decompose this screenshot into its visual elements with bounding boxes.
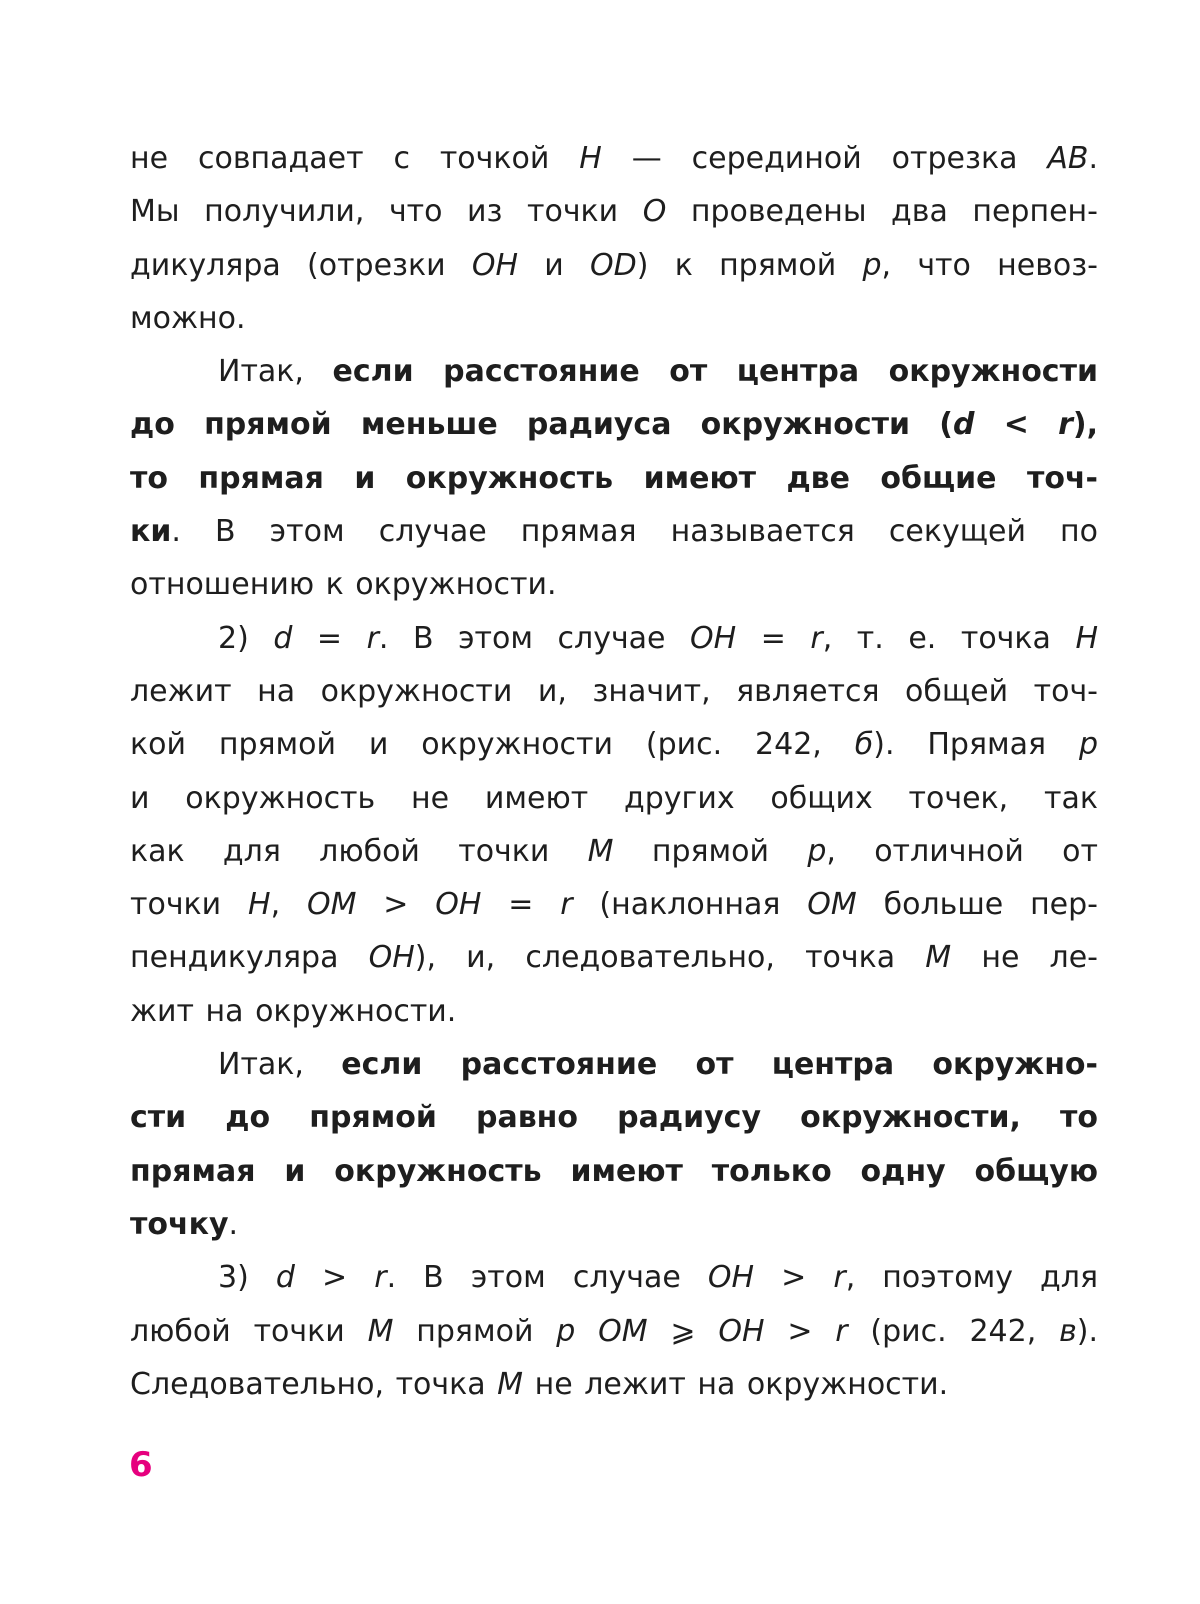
text-segment: . В этом случае: [378, 620, 691, 656]
text-segment: прямая и окружность имеют только одну общую: [130, 1153, 1098, 1189]
text-segment: то прямая и окружность имеют две общие точ-: [130, 460, 1098, 496]
text-segment: OM: [306, 887, 357, 923]
text-line: [130, 1358, 1098, 1411]
text-segment: , т. е. точка: [822, 620, 1076, 656]
text-segment: , что невоз-: [881, 247, 1099, 283]
text-segment: , поэтому для: [845, 1260, 1098, 1296]
text-segment: M: [587, 833, 614, 869]
text-segment: ,: [270, 887, 307, 923]
text-segment: больше пер-: [856, 887, 1099, 923]
text-segment: p: [556, 1313, 576, 1349]
text-line: [130, 239, 1098, 292]
text-segment: не совпадает с точкой: [130, 141, 580, 176]
text-segment: p: [1078, 727, 1098, 763]
text-segment: =: [481, 887, 561, 923]
text-segment: кой прямой и окружности (рис. 242,: [130, 727, 855, 763]
text-segment: точку: [130, 1206, 229, 1242]
text-segment: пендикуляра: [130, 940, 369, 976]
text-line: [130, 1038, 1098, 1091]
text-line: [130, 1091, 1098, 1144]
text-segment: OH: [368, 940, 415, 976]
text-segment: ⩾: [647, 1313, 719, 1349]
text-segment: любой точки: [130, 1313, 368, 1349]
text-segment: r: [833, 1260, 846, 1296]
text-segment: r: [835, 1313, 848, 1349]
text-segment: d: [273, 620, 293, 656]
text-segment: Итак,: [218, 1047, 342, 1083]
text-segment: Следовательно, точка: [130, 1366, 498, 1402]
text-segment: — серединой отрезка: [601, 141, 1048, 176]
text-segment: H: [579, 141, 602, 176]
text-segment: H: [248, 887, 271, 923]
text-segment: проведены два перпен-: [666, 194, 1098, 230]
text-line: [130, 132, 1098, 185]
text-segment: >: [294, 1260, 375, 1296]
text-segment: OM: [807, 887, 857, 923]
text-segment: прямой: [393, 1313, 557, 1349]
text-segment: ) к прямой: [636, 247, 863, 283]
text-segment: ).: [1076, 1313, 1098, 1349]
text-segment: =: [736, 620, 811, 656]
text-segment: .: [228, 1206, 239, 1242]
text-line: [130, 398, 1098, 451]
text-segment: лежит на окружности и, значит, является общей точ-: [130, 673, 1098, 709]
text-segment: не лежит на окружности.: [523, 1366, 949, 1402]
text-line: [130, 665, 1098, 718]
text-segment: не ле-: [951, 940, 1099, 976]
text-segment: жит на окружности.: [130, 993, 457, 1029]
text-segment: OD: [590, 247, 637, 283]
text-segment: M: [497, 1366, 524, 1402]
text-line: [130, 505, 1098, 558]
text-segment: б: [854, 727, 874, 763]
text-segment: p: [862, 247, 882, 283]
text-body: [130, 132, 1098, 1411]
text-segment: OM: [598, 1313, 648, 1349]
text-segment: O: [642, 194, 667, 230]
text-segment: OH: [707, 1260, 755, 1296]
text-segment: >: [356, 887, 436, 923]
text-segment: в: [1059, 1313, 1077, 1349]
text-segment: OH: [471, 247, 519, 283]
text-segment: ки: [130, 514, 172, 550]
text-segment: прямой: [613, 833, 808, 869]
text-segment: >: [754, 1260, 834, 1296]
text-segment: d: [275, 1260, 295, 1296]
text-segment: Итак,: [218, 354, 333, 390]
page-number: 6: [129, 1445, 153, 1485]
text-segment: точки: [130, 887, 249, 923]
text-line: [130, 931, 1098, 984]
text-segment: r: [810, 620, 823, 656]
text-segment: <: [974, 407, 1059, 443]
text-segment: OH: [435, 887, 482, 923]
text-segment: и окружность не имеют других общих точек, так: [130, 780, 1098, 816]
text-line: [130, 612, 1098, 665]
text-line: [130, 558, 1098, 611]
text-segment: сти до прямой равно радиусу окружности, то: [130, 1100, 1098, 1136]
text-segment: r: [374, 1260, 387, 1296]
text-line: [130, 292, 1098, 345]
text-segment: если расстояние от центра окружности: [332, 354, 1098, 390]
text-segment: ), и, следовательно, точка: [414, 940, 926, 976]
text-segment: r: [1058, 407, 1073, 443]
text-line: [130, 878, 1098, 931]
text-line: [130, 345, 1098, 398]
text-line: [130, 1198, 1098, 1251]
text-segment: (наклонная: [572, 887, 808, 923]
text-line: [130, 185, 1098, 238]
text-segment: H: [1075, 620, 1098, 656]
text-line: [130, 825, 1098, 878]
text-segment: d: [953, 407, 975, 443]
text-line: [130, 1305, 1098, 1358]
text-segment: отношению к окружности.: [130, 567, 557, 603]
text-segment: M: [367, 1313, 394, 1349]
text-segment: 2): [218, 620, 274, 656]
text-segment: и: [518, 247, 591, 283]
text-segment: . В этом случае прямая называется секущей по: [171, 514, 1098, 550]
text-segment: если расстояние от центра окружно-: [341, 1047, 1098, 1083]
text-segment: . В этом случае: [386, 1260, 708, 1296]
text-segment: дикуляра (отрезки: [130, 247, 472, 283]
text-segment: OH: [718, 1313, 765, 1349]
text-segment: до прямой меньше радиуса окружности (: [130, 407, 954, 443]
text-segment: AB: [1047, 141, 1089, 176]
text-segment: как для любой точки: [130, 833, 588, 869]
text-segment: M: [925, 940, 952, 976]
text-line: [130, 772, 1098, 825]
text-line: [130, 718, 1098, 771]
text-segment: 3): [218, 1260, 276, 1296]
text-segment: Мы получили, что из точки: [130, 194, 643, 230]
text-segment: (рис. 242,: [847, 1313, 1060, 1349]
text-segment: OH: [690, 620, 737, 656]
text-segment: ),: [1072, 407, 1098, 443]
text-segment: p: [807, 833, 827, 869]
text-line: [130, 1145, 1098, 1198]
text-segment: ). Прямая: [873, 727, 1079, 763]
text-line: [130, 452, 1098, 505]
text-segment: [575, 1314, 598, 1349]
text-segment: .: [1088, 141, 1099, 176]
text-segment: r: [366, 620, 379, 656]
text-line: [130, 1251, 1098, 1304]
text-segment: =: [292, 620, 367, 656]
text-segment: >: [764, 1313, 836, 1349]
text-segment: r: [560, 887, 573, 923]
text-line: [130, 985, 1098, 1038]
text-segment: , отличной от: [826, 833, 1098, 869]
text-segment: можно.: [130, 300, 246, 336]
